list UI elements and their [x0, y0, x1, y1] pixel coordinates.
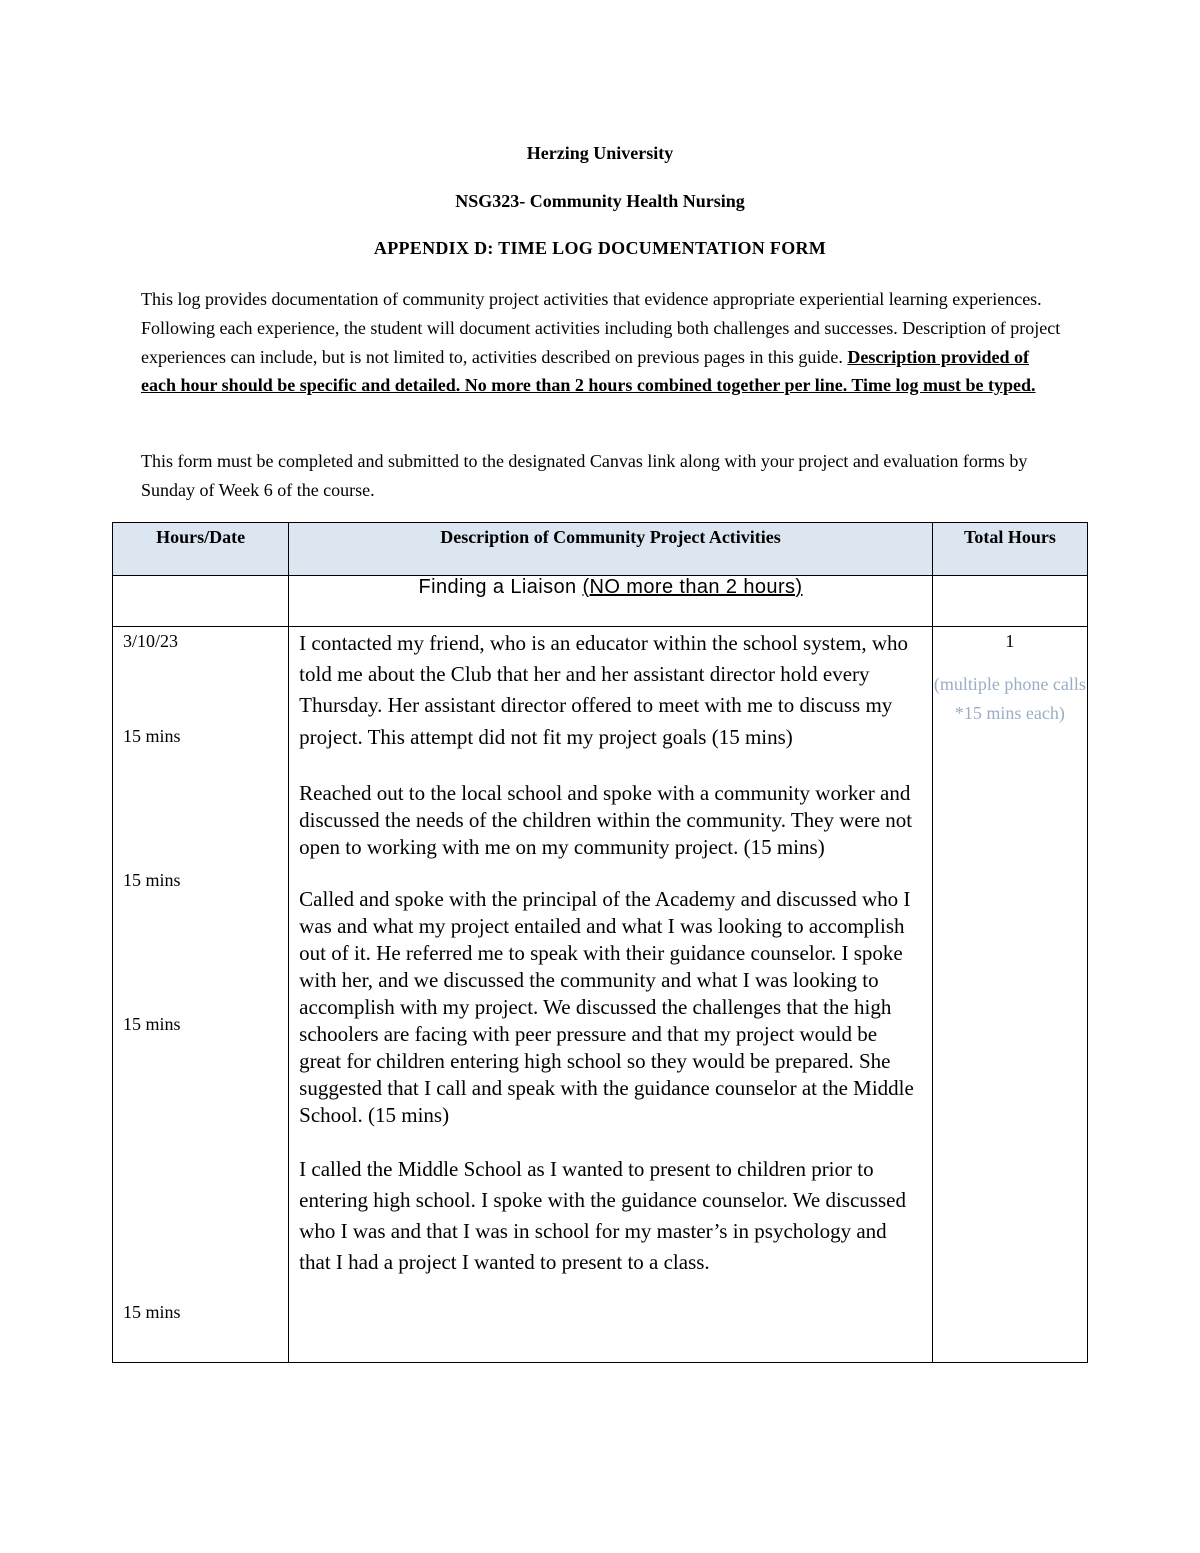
intro-text: This log provides documentation of community project activities that evidence appropriate experiential learning experiences. Following each experience, the student will document activities including both challenges and successes. Description of project experiences can include, but is not limited to, activities described on previous pages in this guide. — [141, 289, 1061, 367]
activity-entry-1: I contacted my friend, who is an educator within the school system, who told me about the Club that her and her assistant director hold every Thursday. Her assistant director offered to meet with me to discuss my project. This attempt did not fit my project goals (15 mins) — [299, 631, 909, 749]
entry-duration-2: 15 mins — [123, 870, 181, 890]
total-hours-note: (multiple phone calls *15 mins each) — [933, 674, 1086, 723]
intro-paragraph — [141, 285, 1061, 400]
section-row — [113, 576, 1088, 627]
header-total-hours: Total Hours — [932, 523, 1087, 576]
activity-entry-4: I called the Middle School as I wanted to present to children prior to entering high school. I spoke with the guidance counselor. We discussed who I was and that I was in school for my master’s in psychology and that I had a project I wanted to present to a class. — [299, 1156, 906, 1275]
entry-date: 3/10/23 — [123, 631, 179, 651]
intro-emphasis: Description provided of each hour should be specific and detailed. No more than 2 hours combined together per line. Time log must be typed. — [141, 346, 1036, 396]
table-header-row — [113, 523, 1088, 576]
entry-duration-3: 15 mins — [123, 1014, 181, 1034]
course-title: NSG323- Community Health Nursing — [455, 191, 745, 211]
section-total-cell — [932, 576, 1087, 627]
entry-duration-1: 15 mins — [123, 726, 181, 746]
header-hours-date: Hours/Date — [113, 523, 289, 576]
total-hours-value: 1 — [1005, 631, 1015, 651]
university-name: Herzing University — [526, 143, 674, 163]
date-cell — [113, 627, 289, 1363]
section-date-cell — [113, 576, 289, 627]
section-title — [289, 576, 933, 627]
section-title-prefix: Finding a Liaison — [418, 576, 583, 598]
submission-paragraph: This form must be completed and submitted to the designated Canvas link along with your project and evaluation forms by Sunday of Week 6 of the course. — [141, 451, 1028, 500]
description-cell — [289, 627, 933, 1363]
section-title-limit: (NO more than 2 hours) — [582, 576, 803, 598]
table-row — [113, 627, 1088, 1363]
appendix-title: APPENDIX D: TIME LOG DOCUMENTATION FORM — [373, 238, 827, 258]
entry-duration-4: 15 mins — [123, 1302, 181, 1322]
activity-entry-3: Called and spoke with the principal of the Academy and discussed who I was and what my project entailed and what I was looking to accomplish out of it. He referred me to speak with their guidance counselor. I spoke with her, and we discussed the community and what I was looking to accomplish with my project. We discussed the challenges that the high schoolers are facing with peer pressure and that my project would be great for children entering high school so they would be prepared. She suggested that I call and speak with the guidance counselor at the Middle School. (15 mins) — [299, 886, 914, 1127]
time-log-table — [112, 522, 1088, 1363]
activity-entry-2: Reached out to the local school and spoke with a community worker and discussed the needs of the children within the community. They were not open to working with me on my community project. (15 mins) — [299, 780, 913, 859]
header-description: Description of Community Project Activities — [289, 523, 933, 576]
total-cell — [932, 627, 1087, 1363]
